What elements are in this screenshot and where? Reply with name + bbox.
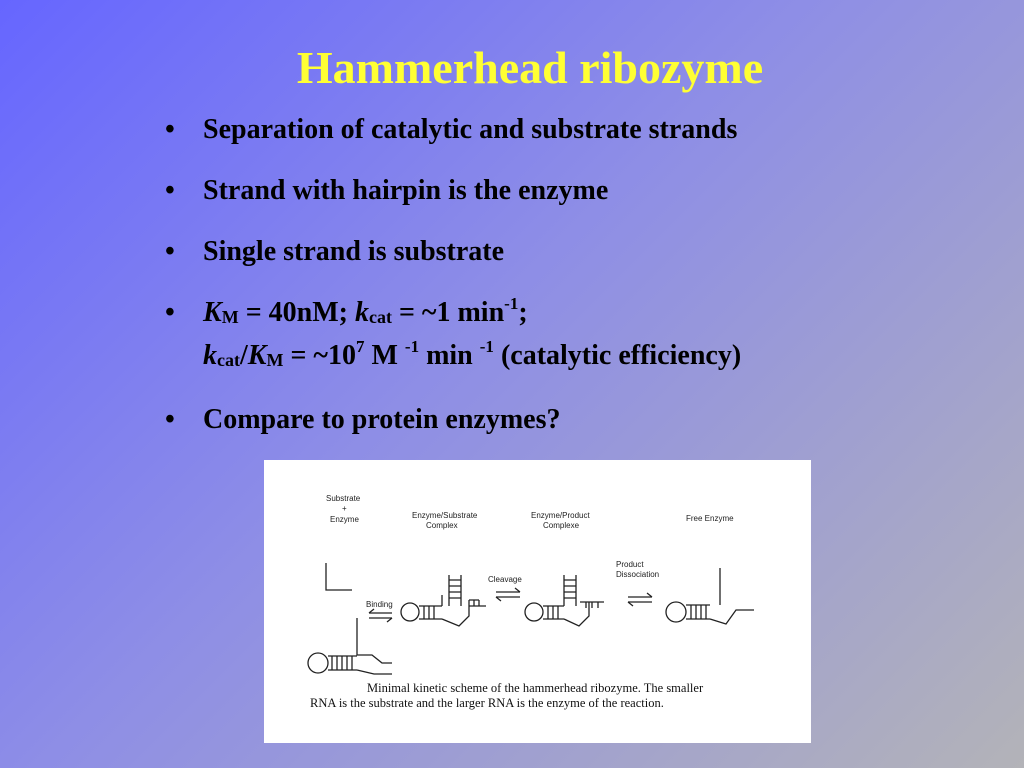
efficiency-line	[203, 336, 985, 379]
efficiency-exponent: 7	[355, 337, 365, 356]
free-enzyme-loop	[666, 602, 686, 622]
bullet-text: Single strand is substrate	[203, 236, 505, 267]
km-value: = 40nM;	[238, 297, 355, 328]
label-plus: +	[342, 504, 347, 513]
label-enzyme: Enzyme	[330, 515, 359, 524]
label-ep-complex-2: Complexe	[543, 521, 580, 530]
label-es-complex-1: Enzyme/Substrate	[412, 511, 478, 520]
substrate-strand	[326, 563, 352, 590]
label-dissociation: Dissociation	[616, 570, 660, 579]
kcat-subscript: cat	[217, 350, 240, 370]
figure-caption-line-2: RNA is the substrate and the larger RNA is the enzyme of the reaction.	[310, 696, 664, 710]
bullet-item	[165, 110, 985, 150]
enzyme-hairpin-loop-left	[308, 653, 328, 673]
km-subscript: M	[266, 350, 284, 370]
slash: /	[239, 340, 248, 371]
label-ep-complex-1: Enzyme/Product	[531, 511, 590, 520]
kinetic-scheme-figure	[264, 460, 811, 743]
bullet-marker: •	[165, 297, 175, 328]
efficiency-value: = ~10	[283, 340, 356, 371]
efficiency-note: (catalytic efficiency)	[493, 340, 742, 371]
bullet-list	[165, 110, 985, 461]
label-cleavage: Cleavage	[488, 575, 522, 584]
bullet-marker: •	[165, 404, 175, 435]
unit-min: min	[419, 340, 480, 371]
figure-caption-line-1: Minimal kinetic scheme of the hammerhead ribozyme. The smaller	[367, 681, 704, 695]
bullet-item	[165, 400, 985, 440]
label-product: Product	[616, 560, 644, 569]
bullet-text: Compare to protein enzymes?	[203, 404, 561, 435]
kcat-symbol: k	[354, 297, 369, 328]
kinetic-scheme-diagram	[264, 460, 811, 743]
bullet-marker: •	[165, 236, 175, 267]
semicolon: ;	[518, 297, 528, 328]
binding-arrows	[369, 613, 392, 618]
label-es-complex-2: Complex	[426, 521, 458, 530]
bullet-text: Strand with hairpin is the enzyme	[203, 175, 609, 206]
bullet-item	[165, 171, 985, 211]
min-exponent: -1	[479, 337, 494, 356]
km-subscript: M	[221, 307, 239, 327]
km-symbol: K	[203, 297, 222, 328]
kcat-exponent: -1	[504, 294, 519, 313]
bullet-item-kinetics	[165, 293, 985, 379]
kcat-subscript: cat	[368, 307, 392, 327]
unit-molar: M	[364, 340, 405, 371]
cleavage-arrows	[496, 592, 520, 597]
label-free-enzyme: Free Enzyme	[686, 514, 734, 523]
km-symbol: K	[247, 340, 267, 371]
ep-complex-loop	[525, 603, 543, 621]
es-complex-loop	[401, 603, 419, 621]
kcat-symbol: k	[203, 340, 217, 371]
enzyme-strand-left	[357, 618, 392, 663]
bullet-text: Separation of catalytic and substrate strands	[203, 114, 738, 145]
bullet-marker: •	[165, 114, 175, 145]
bullet-marker: •	[165, 175, 175, 206]
kcat-value: = ~1 min	[391, 297, 505, 328]
label-binding: Binding	[366, 600, 393, 609]
slide-title: Hammerhead ribozyme	[296, 42, 764, 93]
molar-exponent: -1	[404, 337, 420, 356]
dissociation-arrows	[628, 597, 652, 602]
label-substrate: Substrate	[326, 494, 361, 503]
bullet-item	[165, 232, 985, 272]
km-line	[203, 293, 985, 336]
